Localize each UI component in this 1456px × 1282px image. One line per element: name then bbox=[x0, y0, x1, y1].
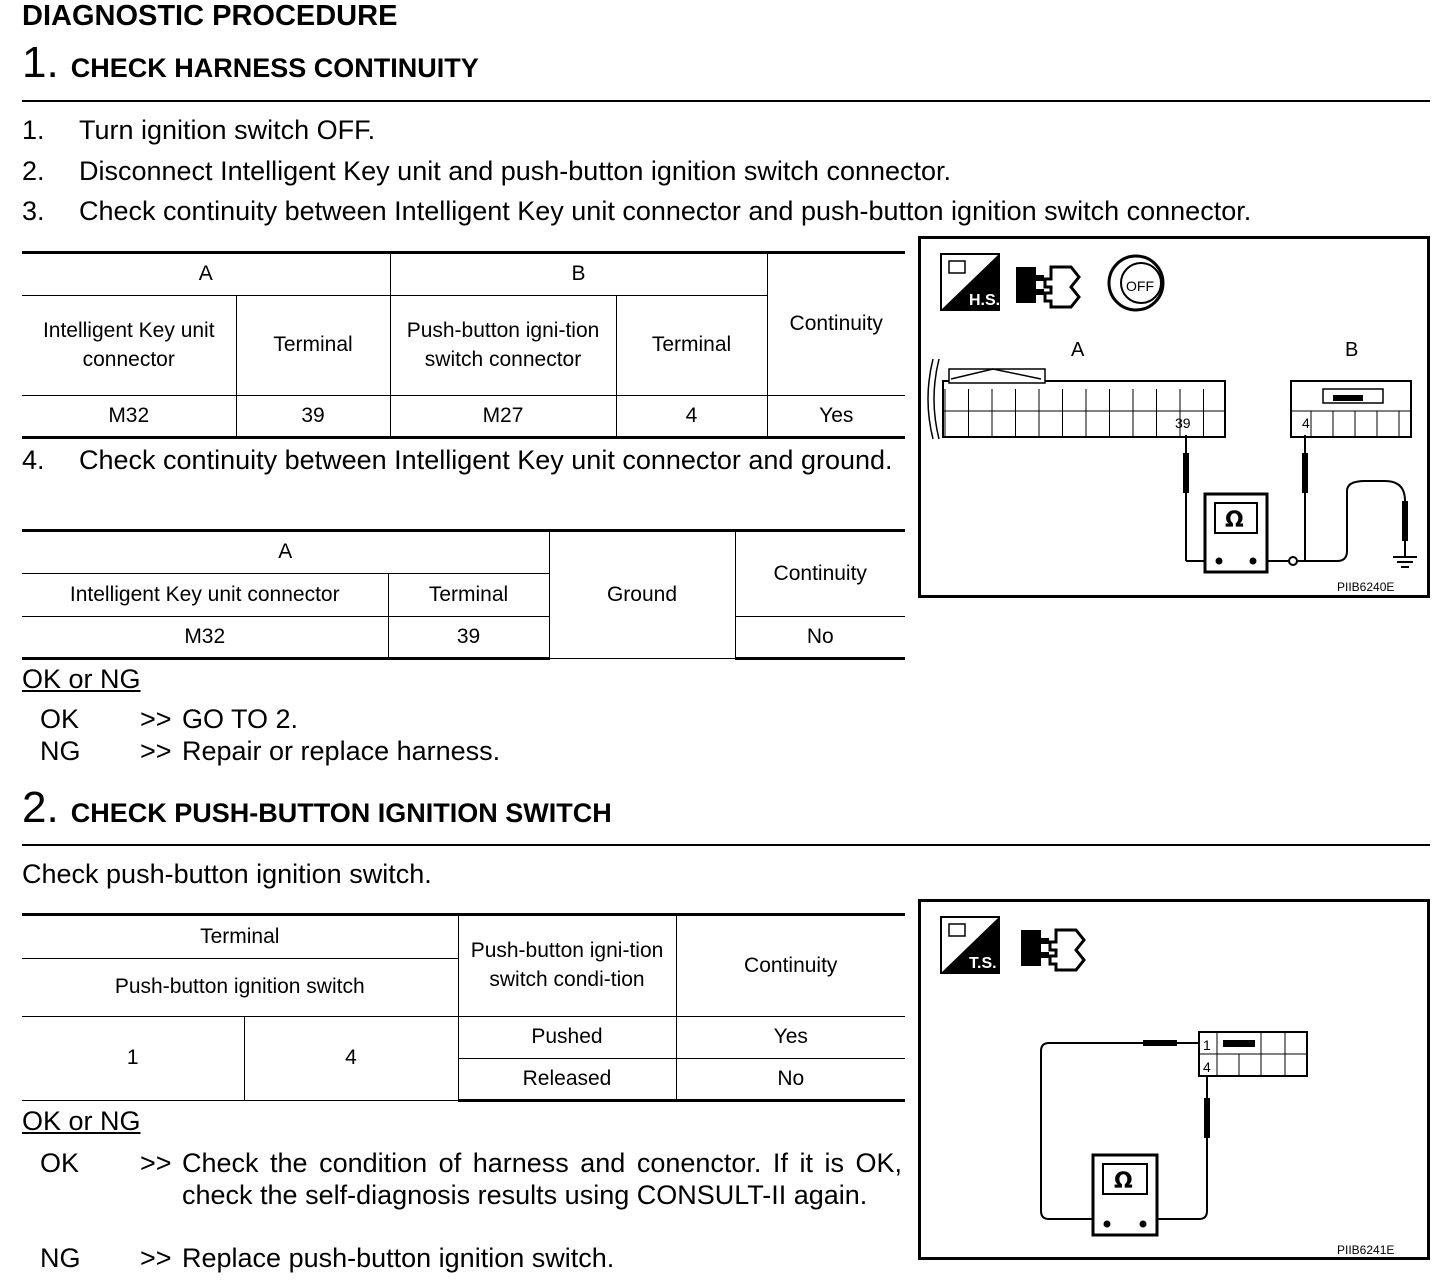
result-key: NG bbox=[40, 1243, 81, 1273]
group-a-header: A bbox=[22, 531, 549, 574]
step2-header bbox=[22, 783, 612, 833]
result-text: Check the condition of harness and conenctor. If it is OK, check the self-diagnosis results using CONSULT-II again. bbox=[182, 1148, 902, 1210]
step1-header bbox=[22, 38, 479, 88]
b-connector-header: Push-button igni-tion switch connector bbox=[390, 296, 616, 396]
instruction-number: 2. bbox=[22, 156, 45, 186]
step2-title: CHECK PUSH-BUTTON IGNITION SWITCH bbox=[70, 798, 612, 828]
result-arrow: >> bbox=[140, 736, 172, 766]
a-terminal-header: Terminal bbox=[388, 574, 549, 617]
ohmmeter bbox=[1093, 1155, 1157, 1235]
instruction-text: Check continuity between Intelligent Key unit connector and ground. bbox=[79, 445, 893, 475]
continuity-header: Continuity bbox=[767, 253, 905, 396]
step2-number: 2 bbox=[22, 783, 47, 832]
result-text: Repair or replace harness. bbox=[182, 736, 501, 766]
step2-okng-label: OK or NG bbox=[22, 1106, 141, 1136]
step1-okng-label: OK or NG bbox=[22, 664, 141, 694]
terminal-4-label: 4 bbox=[1203, 1059, 1211, 1075]
result-arrow: >> bbox=[140, 704, 172, 734]
svg-text:OFF: OFF bbox=[1126, 278, 1154, 294]
harness-diagram bbox=[921, 239, 1427, 595]
condition-cell: Pushed bbox=[458, 1017, 676, 1059]
step2-instruction: Check push-button ignition switch. bbox=[22, 859, 432, 889]
connector-b-label: B bbox=[1345, 339, 1359, 361]
step2-divider bbox=[22, 844, 1430, 846]
terminal-39-label: 39 bbox=[1175, 415, 1191, 431]
b-terminal-header: Terminal bbox=[616, 296, 767, 396]
condition-header: Push-button igni-tion switch condi-tion bbox=[458, 915, 676, 1017]
step1-instruction-3 bbox=[22, 196, 1251, 227]
result-text: Replace push-button ignition switch. bbox=[182, 1243, 615, 1273]
step1-number: 1 bbox=[22, 38, 47, 87]
ohmmeter bbox=[1205, 494, 1267, 572]
result-text: GO TO 2. bbox=[182, 704, 299, 734]
terminal-1-cell: 1 bbox=[22, 1017, 244, 1101]
figure-harness-continuity bbox=[918, 236, 1430, 598]
step1-title: CHECK HARNESS CONTINUITY bbox=[70, 53, 479, 83]
result-key: OK bbox=[40, 1148, 80, 1178]
step1-result-ng bbox=[40, 736, 500, 767]
svg-text:T.S.: T.S. bbox=[969, 955, 997, 972]
a-terminal-cell: 39 bbox=[236, 396, 390, 438]
step1-result-ok bbox=[40, 704, 298, 735]
connector-a-label: A bbox=[1071, 339, 1085, 361]
a-terminal-header: Terminal bbox=[236, 296, 390, 396]
result-arrow: >> bbox=[140, 1243, 172, 1273]
figure-id: PIIB6240E bbox=[1337, 580, 1395, 594]
figure-id: PIIB6241E bbox=[1337, 1243, 1395, 1257]
continuity-header: Continuity bbox=[735, 531, 905, 617]
instruction-text: Turn ignition switch OFF. bbox=[79, 115, 376, 145]
terminal-4-label: 4 bbox=[1302, 415, 1310, 431]
a-connector-cell: M32 bbox=[22, 396, 236, 438]
instruction-number: 4. bbox=[22, 445, 45, 475]
switch-diagram bbox=[921, 902, 1427, 1257]
instruction-number: 3. bbox=[22, 196, 45, 226]
continuity-cell: Yes bbox=[767, 396, 905, 438]
step1-instruction-1 bbox=[22, 115, 375, 146]
a-terminal-cell: 39 bbox=[388, 617, 549, 659]
step1-divider bbox=[22, 100, 1430, 102]
terminal-4-cell: 4 bbox=[244, 1017, 458, 1101]
ground-cell: Ground bbox=[549, 531, 735, 659]
step1-instruction-2 bbox=[22, 156, 951, 187]
continuity-cell: No bbox=[735, 617, 905, 659]
terminal-1-label: 1 bbox=[1203, 1037, 1211, 1053]
switch-connector bbox=[1199, 1032, 1307, 1076]
b-terminal-cell: 4 bbox=[616, 396, 767, 438]
hs-icon bbox=[941, 254, 1000, 310]
switch-continuity-table bbox=[22, 913, 905, 1102]
step2-result-ok bbox=[40, 1147, 902, 1211]
svg-text:Ω: Ω bbox=[1225, 508, 1244, 533]
continuity-header: Continuity bbox=[676, 915, 905, 1017]
continuity-table-ground bbox=[22, 529, 905, 660]
terminal-header: Terminal bbox=[22, 915, 458, 959]
page-heading: DIAGNOSTIC PROCEDURE bbox=[22, 0, 398, 32]
step2-dot: . bbox=[46, 783, 59, 832]
instruction-number: 1. bbox=[22, 115, 45, 145]
ignition-off-icon bbox=[1109, 256, 1163, 310]
ts-icon bbox=[941, 917, 999, 973]
step2-result-ng bbox=[40, 1243, 614, 1274]
a-connector-header: Intelligent Key unit connector bbox=[22, 574, 388, 617]
switch-header: Push-button ignition switch bbox=[22, 959, 458, 1017]
condition-cell: Released bbox=[458, 1059, 676, 1101]
connector-disconnect-icon bbox=[1021, 930, 1084, 970]
continuity-cell: No bbox=[676, 1059, 905, 1101]
instruction-text: Disconnect Intelligent Key unit and push-button ignition switch connector. bbox=[79, 156, 952, 186]
continuity-cell: Yes bbox=[676, 1017, 905, 1059]
group-b-header: B bbox=[390, 253, 767, 296]
instruction-text: Check continuity between Intelligent Key unit connector and push-button ignition switch connector. bbox=[79, 196, 1252, 226]
group-a-header: A bbox=[22, 253, 390, 296]
step1-instruction-4 bbox=[22, 444, 900, 476]
connector-disconnect-icon bbox=[1016, 267, 1079, 307]
step1-dot: . bbox=[46, 38, 59, 87]
figure-switch-check bbox=[918, 899, 1430, 1260]
result-key: NG bbox=[40, 736, 81, 766]
svg-text:Ω: Ω bbox=[1114, 1169, 1133, 1194]
a-connector-cell: M32 bbox=[22, 617, 388, 659]
a-connector-header: Intelligent Key unit connector bbox=[22, 296, 236, 396]
b-connector-cell: M27 bbox=[390, 396, 616, 438]
continuity-table-a-b bbox=[22, 251, 905, 439]
svg-text:H.S.: H.S. bbox=[969, 292, 1001, 309]
result-key: OK bbox=[40, 704, 80, 734]
result-arrow: >> bbox=[140, 1148, 172, 1178]
